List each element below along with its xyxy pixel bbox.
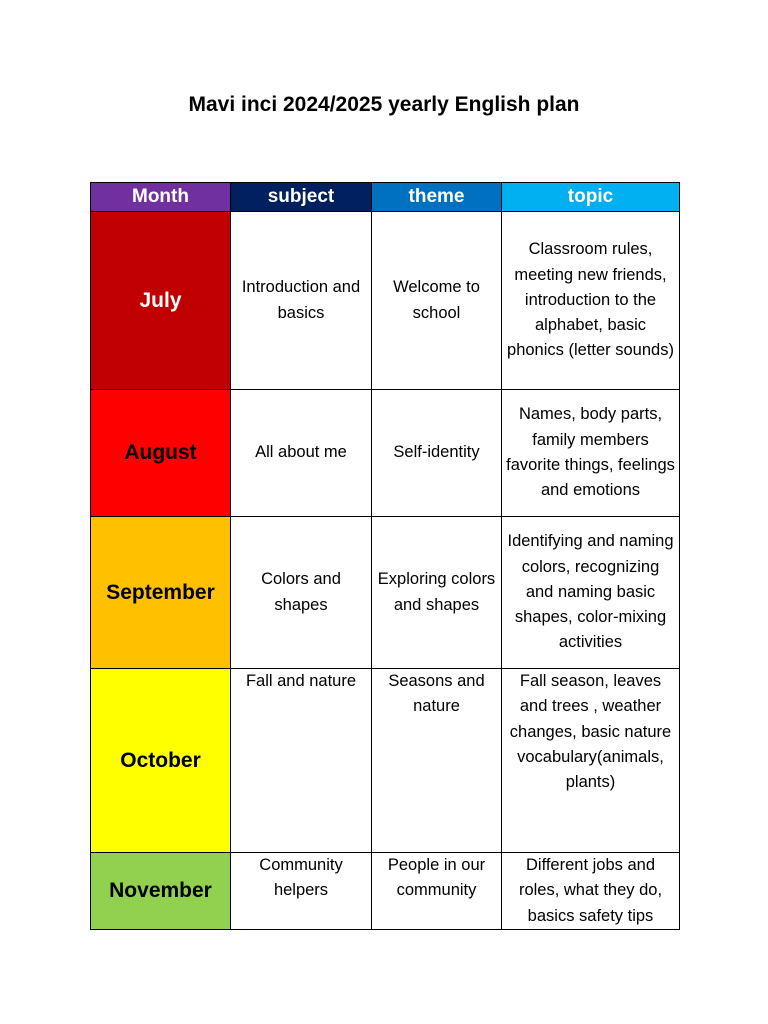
subject-cell: Community helpers: [231, 853, 372, 930]
topic-cell: Different jobs and roles, what they do, basics safety tips: [502, 853, 680, 930]
month-cell: November: [91, 853, 231, 930]
table-row: [91, 669, 680, 853]
month-cell: October: [91, 669, 231, 853]
table-row: [91, 517, 680, 669]
subject-cell: All about me: [231, 390, 372, 517]
theme-cell: Welcome to school: [372, 212, 502, 390]
table-row: [91, 390, 680, 517]
topic-cell: Fall season, leaves and trees , weather changes, basic nature vocabulary(animals, plants): [502, 669, 680, 853]
topic-cell: Names, body parts, family members favorite things, feelings and emotions: [502, 390, 680, 517]
theme-cell: Exploring colors and shapes: [372, 517, 502, 669]
theme-cell: Self-identity: [372, 390, 502, 517]
topic-column-header: topic: [502, 183, 680, 212]
theme-column-header: theme: [372, 183, 502, 212]
subject-cell: Fall and nature: [231, 669, 372, 853]
table-row: [91, 853, 680, 930]
topic-cell: Identifying and naming colors, recognizing and naming basic shapes, color-mixing activities: [502, 517, 680, 669]
month-cell: August: [91, 390, 231, 517]
theme-cell: Seasons and nature: [372, 669, 502, 853]
subject-cell: Introduction and basics: [231, 212, 372, 390]
theme-cell: People in our community: [372, 853, 502, 930]
table-row: [91, 212, 680, 390]
table-header-row: [91, 183, 680, 212]
month-cell: July: [91, 212, 231, 390]
month-column-header: Month: [91, 183, 231, 212]
yearly-plan-table: [90, 182, 680, 930]
page-title: Mavi inci 2024/2025 yearly English plan: [188, 93, 580, 116]
subject-cell: Colors and shapes: [231, 517, 372, 669]
subject-column-header: subject: [231, 183, 372, 212]
topic-cell: Classroom rules, meeting new friends, introduction to the alphabet, basic phonics (letter sounds): [502, 212, 680, 390]
month-cell: September: [91, 517, 231, 669]
